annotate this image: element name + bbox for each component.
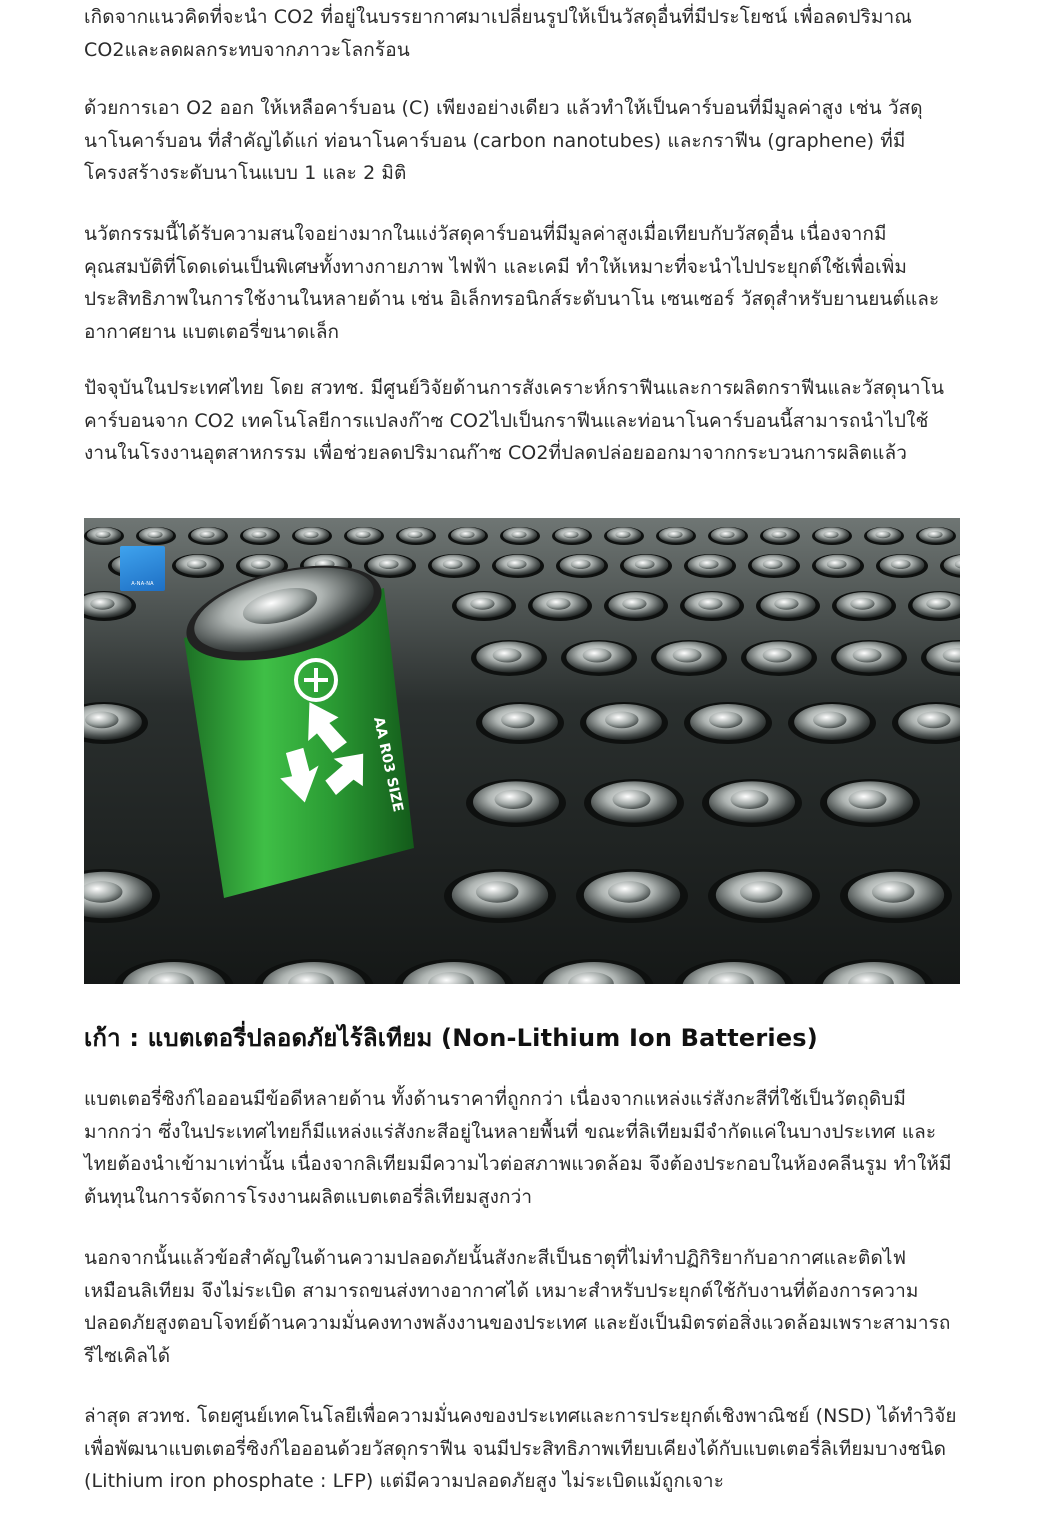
paragraph-carbon-nanomaterials: ด้วยการเอา O2 ออก ให้เหลือคาร์บอน (C) เพียงอย่างเดียว แล้วทำให้เป็นคาร์บอนที่มีมูลค่าสูง เช่น วัสดุนาโนคาร์บอน ที่สำคัญได้แก่ ท่อนาโนคาร์บอน (carbon nanotubes) และกราฟีน (graphene) ที่มีโครงสร้างระดับนาโนแบบ 1 และ 2 มิติ <box>84 97 923 184</box>
battery-terminal <box>147 531 162 538</box>
battery-terminal <box>926 598 950 610</box>
publisher-logo <box>120 546 165 591</box>
battery-terminal <box>673 648 702 662</box>
battery-terminal <box>608 881 651 903</box>
paragraph-zinc-safety: นอกจากนั้นแล้วข้อสำคัญในด้านความปลอดภัยนั้นสังกะสีเป็นธาตุที่ไม่ทำปฏิกิริยากับอากาศและติดไฟเหมือนลิเทียม จึงไม่ระเบิด สามารถขนส่งทางอากาศได้ เหมาะสำหรับประยุกต์ใช้กับงานที่ต้องการความปลอดภัยสูงตอบโจทย์ด้านความมั่นคงทางพลังงานของประเทศ และยังเป็นมิตรต่อสิ่งแวดล้อมเพราะสามารถรีไซเคิลได้ <box>84 1247 951 1367</box>
battery-terminal <box>251 531 266 538</box>
battery-terminal <box>613 790 651 809</box>
battery-terminal <box>85 711 118 728</box>
battery-terminal <box>546 598 570 610</box>
battery-photo <box>84 518 960 984</box>
battery-terminal <box>917 711 950 728</box>
battery-terminal <box>813 711 846 728</box>
battery-size-label: AA R03 SIZE <box>370 715 406 814</box>
publisher-logo-text: A-NA-NA <box>131 581 154 587</box>
battery-terminal <box>303 531 318 538</box>
battery-photo-illustration <box>84 518 960 984</box>
battery-terminal <box>459 531 474 538</box>
battery-terminal <box>251 559 271 569</box>
battery-terminal <box>719 531 734 538</box>
battery-terminal <box>511 531 526 538</box>
battery-terminal <box>615 531 630 538</box>
battery-terminal <box>875 531 890 538</box>
battery-terminal <box>731 790 769 809</box>
battery-terminal <box>583 648 612 662</box>
battery-terminal <box>199 531 214 538</box>
battery-terminal <box>699 559 719 569</box>
paragraph-thailand-nstda: ปัจจุบันในประเทศไทย โดย สวทช. มีศูนย์วิจัยด้านการสังเคราะห์กราฟีนและการผลิตกราฟีนและวัสดุนาโนคาร์บอนจาก CO2 เทคโนโลยีการแปลงก๊าซ CO2ไปเป็นกราฟีนและท่อนาโนคาร์บอนนี้สามารถนำไปใช้งานในโรงงานอุตสาหกรรม เพื่อช่วยลดปริมาณก๊าซ CO2ที่ปลดปล่อยออกมาจากกระบวนการผลิตแล้ว <box>84 377 945 464</box>
battery-terminal <box>501 711 534 728</box>
battery-terminal <box>849 790 887 809</box>
battery-terminal <box>827 559 847 569</box>
battery-terminal <box>850 598 874 610</box>
battery-terminal <box>476 881 519 903</box>
battery-terminal <box>774 598 798 610</box>
battery-terminal <box>763 559 783 569</box>
battery-terminal <box>667 531 682 538</box>
battery-terminal <box>698 598 722 610</box>
battery-terminal <box>571 559 591 569</box>
section-heading-non-lithium: เก้า : แบตเตอรี่ปลอดภัยไร้ลิเทียม (Non-Lithium Ion Batteries) <box>84 1024 818 1052</box>
battery-terminal <box>740 881 783 903</box>
paragraph-zinc-ion-advantages: แบตเตอรี่ซิงก์ไอออนมีข้อดีหลายด้าน ทั้งด้านราคาที่ถูกกว่า เนื่องจากแหล่งแร่สังกะสีที่ใช้เป็นวัตถุดิบมีมากกว่า ซึ่งในประเทศไทยก็มีแหล่งแร่สังกะสีอยู่ในหลายพื้นที่ ขณะที่ลิเทียมมีจำกัดแค่ในบางประเทศ และไทยต้องนำเข้ามาเท่านั้น เนื่องจากลิเทียมมีความไวต่อสภาพแวดล้อม จึงต้องประกอบในห้องคลีนรูม ทำให้มีต้นทุนในการจัดการโรงงานผลิตแบตเตอรี่ลิเทียมสูงกว่า <box>84 1088 952 1208</box>
battery-terminal <box>605 711 638 728</box>
battery-terminal <box>763 648 792 662</box>
battery-terminal <box>709 711 742 728</box>
battery-terminal <box>823 531 838 538</box>
battery-terminal <box>563 531 578 538</box>
paragraph-co2-concept: เกิดจากแนวคิดที่จะนำ CO2 ที่อยู่ในบรรยากาศมาเปลี่ยนรูปให้เป็นวัสดุอื่นที่มีประโยชน์ เพื่อลดปริมาณ CO2และลดผลกระทบจากภาวะโลกร้อน <box>84 6 912 61</box>
battery-terminal <box>891 559 911 569</box>
battery-terminal <box>95 531 110 538</box>
battery-terminal <box>635 559 655 569</box>
battery-terminal <box>872 881 915 903</box>
battery-terminal <box>622 598 646 610</box>
battery-terminal <box>771 531 786 538</box>
battery-terminal <box>927 531 942 538</box>
battery-terminal <box>470 598 494 610</box>
battery-terminal <box>187 559 207 569</box>
battery-terminal <box>407 531 422 538</box>
battery-terminal <box>495 790 533 809</box>
battery-terminal <box>853 648 882 662</box>
battery-terminal <box>90 598 114 610</box>
battery-terminal <box>443 559 463 569</box>
paragraph-nsd-research: ล่าสุด สวทช. โดยศูนย์เทคโนโลยีเพื่อความมั่นคงของประเทศและการประยุกต์เชิงพาณิชย์ (NSD) ได้ทำวิจัยเพื่อพัฒนาแบตเตอรี่ซิงก์ไอออนด้วยวัสดุกราฟีน จนมีประสิทธิภาพเทียบเคียงได้กับแบตเตอรี่ลิเทียมบางชนิด (Lithium iron phosphate : LFP) แต่มีความปลอดภัยสูง ไม่ระเบิดแม้ถูกเจาะ <box>84 1405 957 1492</box>
paragraph-innovation-interest: นวัตกรรมนี้ได้รับความสนใจอย่างมากในแง่วัสดุคาร์บอนที่มีมูลค่าสูงเมื่อเทียบกับวัสดุอื่น เนื่องจากมีคุณสมบัติที่โดดเด่นเป็นพิเศษทั้งทางกายภาพ ไฟฟ้า และเคมี ทำให้เหมาะที่จะนำไปประยุกต์ใช้เพื่อเพิ่มประสิทธิภาพในการใช้งานในหลายด้าน เช่น อิเล็กทรอนิกส์ระดับนาโน เซนเซอร์ วัสดุสำหรับยานยนต์และอากาศยาน แบตเตอรี่ขนาดเล็ก <box>84 223 940 343</box>
battery-terminal <box>493 648 522 662</box>
battery-terminal <box>379 559 399 569</box>
battery-terminal <box>507 559 527 569</box>
battery-terminal <box>355 531 370 538</box>
